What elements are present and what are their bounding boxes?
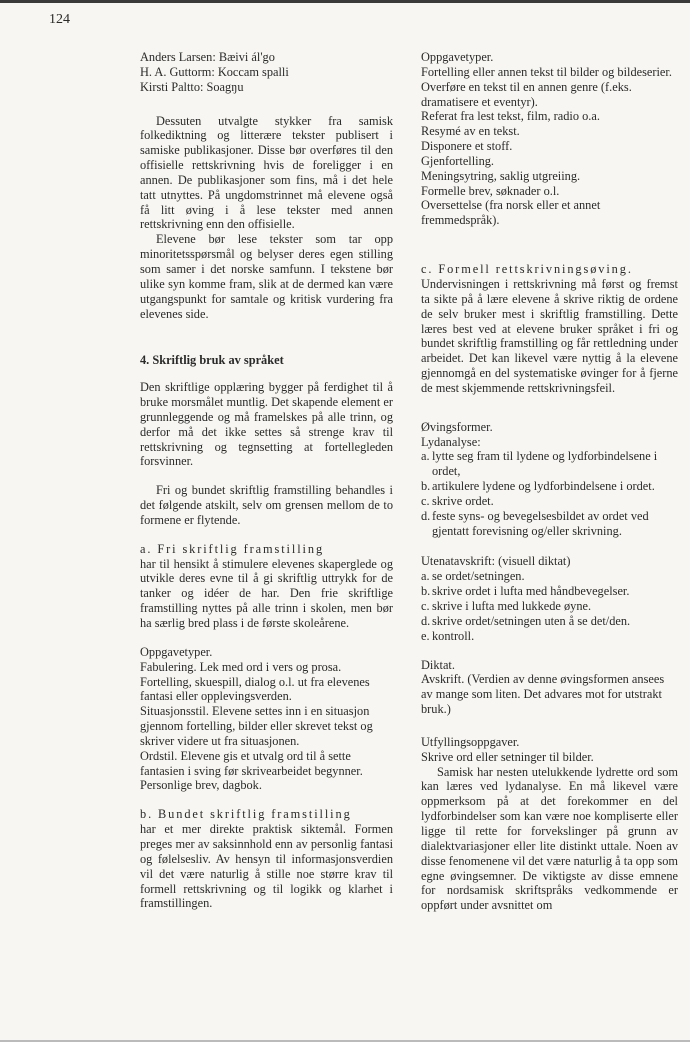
author-line: Anders Larsen: Bæivi ál'go [140, 50, 275, 64]
list-item: Referat fra lest tekst, film, radio o.a. [421, 109, 600, 124]
paragraph: Avskrift. (Verdien av denne øvingsformen ansees av mange som liten. Det advares mot for utstrakt bruk.) [421, 672, 665, 717]
list-item: Ordstil. Elevene gis et utvalg ord til å sette fantasien i sving før skrivearbeidet begynner. [140, 748, 363, 778]
paragraph: har et mer direkte praktisk siktemål. Formen preges mer av saksinnhold enn av personlig fantasi og følelsesliv. Av hensyn til informasjonsverdien vil det være naturlig å stille noe større krav til formell rettskrivning og til logikk og klarhet i framstillingen. [140, 822, 393, 911]
item-marker: a. [421, 569, 430, 584]
list-item [421, 569, 678, 584]
item-marker: e. [421, 628, 430, 643]
item-marker: c. [421, 599, 430, 613]
list-item: Resymé av en tekst. [421, 124, 520, 139]
subsection-heading: a. Fri skriftlig framstilling [140, 541, 325, 556]
item-marker: d. [421, 508, 431, 523]
list-item [421, 599, 678, 614]
list-item: Meningsytring, saklig utgreiing. [421, 168, 581, 183]
list-item: Oversettelse (fra norsk eller et annet fremmedspråk). [421, 198, 601, 228]
subsection-heading: c. Formell rettskrivningsøving. [421, 262, 633, 277]
left-column [140, 50, 393, 911]
item-marker: d. [421, 613, 431, 628]
item-text: skrive ordet/setningen uten å se det/den. [432, 613, 631, 628]
list-item: Fortelling, skuespill, dialog o.l. ut fra elevenes fantasi eller opplevingsverden. [140, 674, 370, 704]
subsection-heading: b. Bundet skriftlig framstilling [140, 807, 352, 822]
paragraph: Den skriftlige opplæring bygger på ferdighet til å bruke morsmålet muntlig. Det skapende element er grunnleggende og må framelskes på alle trinn, og derfor må det ikke settes så strenge krav til rettskrivning og tegnsetting at fortellegleden forsvinner. [140, 380, 393, 469]
list-item: Fabulering. Lek med ord i vers og prosa. [140, 659, 342, 674]
list-item [421, 614, 678, 629]
list-subtitle: Lydanalyse: [421, 434, 481, 449]
top-rule [0, 0, 690, 3]
list-item: Fortelling eller annen tekst til bilder og bildeserier. Overføre en tekst til en annen genre (f.eks. dramatisere et eventyr). [421, 64, 672, 109]
exercise-forms [421, 420, 678, 539]
item-text: lytte seg fram til lydene og lydforbindelsene i ordet, [432, 449, 658, 479]
author-line: H. A. Guttorm: Koccam spalli [140, 64, 289, 79]
item-text: se ordet/setningen. [432, 569, 525, 584]
item-marker: a. [421, 449, 430, 464]
item-marker: c. [421, 493, 430, 508]
item-text: skrive ordet. [432, 493, 494, 508]
list-item [421, 479, 678, 494]
paragraph: Samisk har nesten utelukkende lydrette ord som kan læres ved lydanalyse. En må likevel være oppmerksom på at det forekommer en del lydforbindelser som kan være noe kompliserte eller ligge til rette for forvekslinger på grunn av dialektvariasjoner eller lite distinkt uttale. Noen av disse fenomenene vil det være naturlig å ta opp som egne øvingsemner. De viktigste av disse emnene for nordsamisk skriftspråks vedkommende er oppført under avsnittet om [421, 764, 678, 913]
item-marker: b. [421, 584, 431, 599]
task-list [140, 645, 393, 793]
list-title: Diktat. [421, 657, 455, 672]
list-item [421, 509, 678, 539]
item-text: kontroll. [432, 628, 475, 643]
paragraph: Fri og bundet skriftlig framstilling behandles i det følgende atskilt, selv om grensen mellom de to formene er flytende. [140, 483, 393, 527]
list-title: Utfyllingsoppgaver. [421, 734, 520, 749]
list-item [421, 629, 678, 644]
page-number: 124 [49, 12, 70, 27]
task-list [421, 50, 678, 228]
list-item: Situasjonsstil. Elevene settes inn i en situasjon gjennom fortelling, bilder eller skrevet tekst og skriver videre ut fra situasjonen. [140, 704, 373, 748]
item-text: feste syns- og bevegelsesbildet av ordet ved gjentatt forevisning og/eller skrivning. [432, 508, 649, 538]
list-item: Personlige brev, dagbok. [140, 778, 262, 793]
paragraph: Undervisningen i rettskrivning må først og fremst ta sikte på å lære elevene å skrive riktig de ordene de selv bruker mest i skriftlig framstilling. Dette læres best ved at elevene bruker språket i fri og bundet skriftlig framstilling og får rettledning under arbeidet. Det kan likevel være nyttig å la elevene gjennomgå en del systematiske øvinger for å fjerne de mest skjemmende rettskrivningsfeil. [421, 276, 678, 395]
item-text: skrive i lufta med lukkede øyne. [432, 599, 592, 613]
section-heading: 4. Skriftlig bruk av språket [140, 353, 284, 368]
item-text: artikulere lydene og lydforbindelsene i ordet. [432, 479, 655, 494]
item-marker: b. [421, 479, 431, 494]
paragraph: Dessuten utvalgte stykker fra samisk folkediktning og litterære tekster publisert i samiske publikasjoner. Disse bør overføres til den offisielle rettskrivning hvis de foreligger i en annen. De publikasjoner som fins, må i det hele tatt utnyttes. På ungdomstrinnet må elevene også få litt øving i å lese tekster med annen rettskrivning enn den offisielle. [140, 113, 393, 232]
author-line: Kirsti Paltto: Soagŋu [140, 79, 244, 94]
right-column [421, 50, 678, 913]
memory-copy-list [421, 554, 678, 643]
author-list [140, 50, 393, 95]
paragraph: har til hensikt å stimulere elevenes skaperglede og utvikle deres evne til å gi skriftlig uttrykk for de tanker og idéer de har. Den frie skriftlige framstilling nyttes på alle trinn i skolen, men bør ha særlig bred plass i de første skoleårene. [140, 556, 393, 630]
list-title: Øvingsformer. [421, 419, 493, 434]
list-item [421, 584, 678, 599]
list-title: Oppgavetyper. [140, 644, 213, 659]
list-title: Utenatavskrift: (visuell diktat) [421, 554, 571, 569]
list-title: Oppgavetyper. [421, 50, 494, 64]
item-text: skrive ordet i lufta med håndbevegelser. [432, 584, 630, 599]
list-item: Formelle brev, søknader o.l. [421, 183, 560, 198]
paragraph: Skrive ord eller setninger til bilder. [421, 749, 594, 764]
paragraph: Elevene bør lese tekster som tar opp minoritetsspørsmål og belyser deres egen stilling som samer i det norske samfunn. I tekstene bør ulike syn komme fram, slik at de dermed kan være utgangspunkt for samtale og kritisk vurdering fra elevenes side. [140, 232, 393, 321]
list-item [421, 494, 678, 509]
dictation-block [421, 658, 678, 717]
list-item: Gjenfortelling. [421, 153, 495, 168]
list-item [421, 449, 678, 479]
list-item: Disponere et stoff. [421, 139, 513, 154]
